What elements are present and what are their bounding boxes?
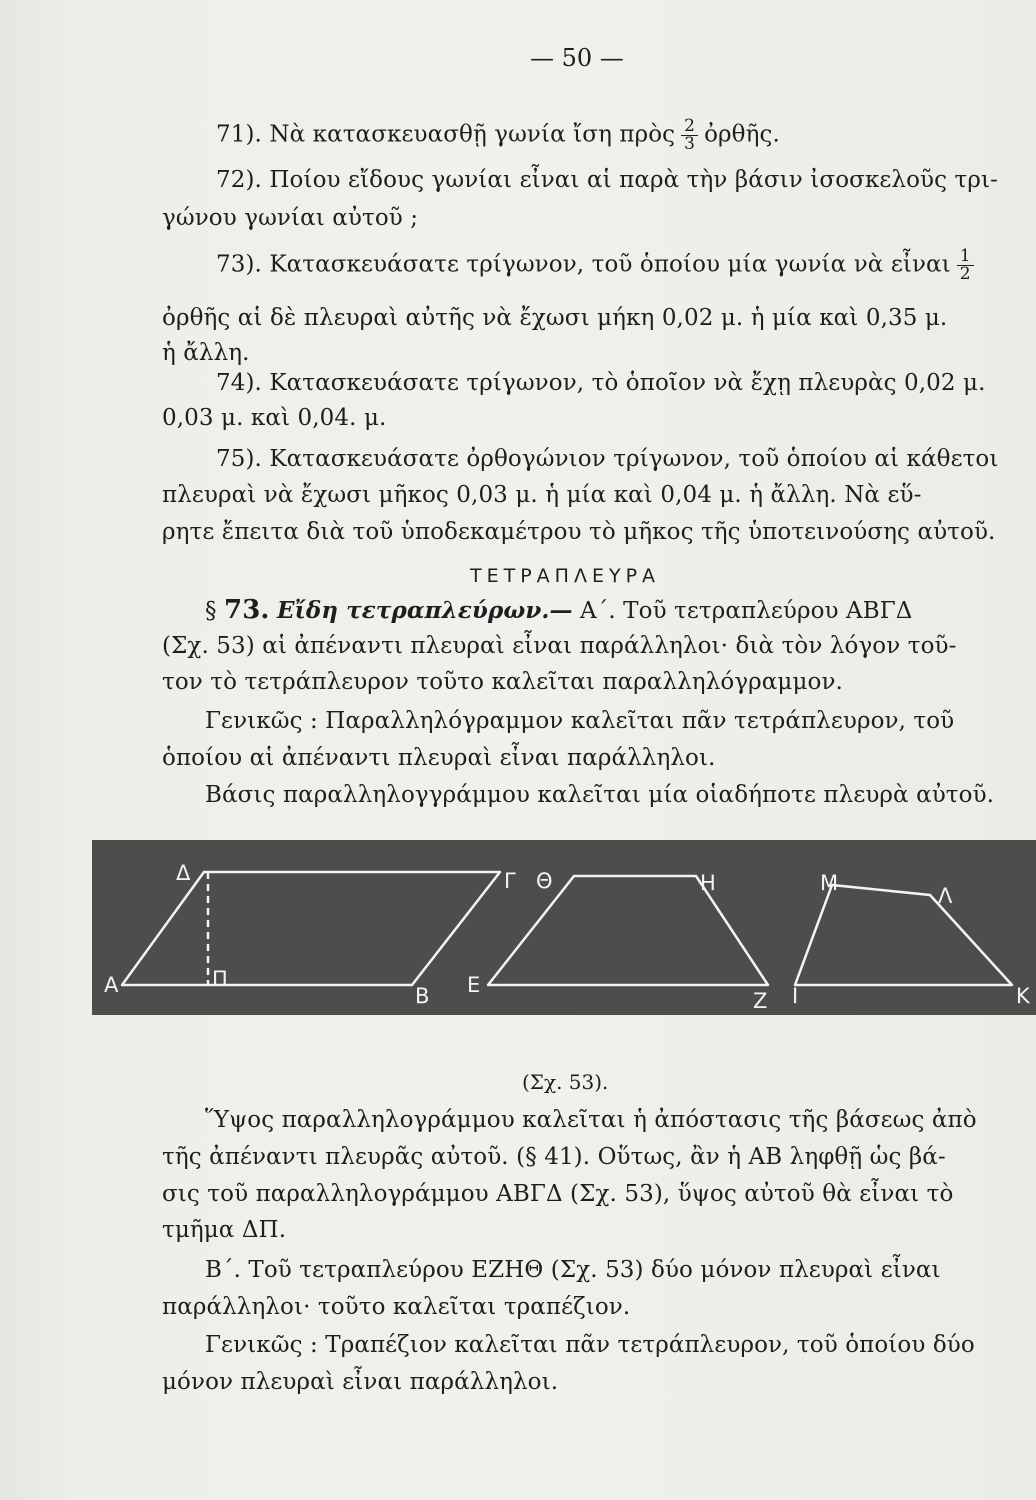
after-figure-line-3: σις τοῦ παραλληλογράμμου ΑΒΓΔ (Σχ. 53), ὕψος αὐτοῦ θὰ εἶναι τὸ (162, 1181, 954, 1207)
label-kappa: Κ (1016, 984, 1030, 1008)
exercise-74-line-1: 74). Κατασκευάσατε τρίγωνον, τὸ ὁποῖον νὰ ἔχῃ πλευρὰς 0,02 μ. (216, 370, 986, 396)
after-figure-line-1: Ὕψος παραλληλογράμμου καλεῖται ἡ ἀπόστασις τῆς βάσεως ἀπὸ (205, 1107, 977, 1133)
exercise-72-line-1: 72). Ποίου εἴδους γωνίαι εἶναι αἱ παρὰ τὴν βάσιν ἰσοσκελοῦς τρι- (216, 167, 998, 193)
label-pi: Π (212, 967, 228, 991)
fraction-numerator: 1 (959, 246, 971, 266)
after-figure-line-4: τμῆμα ΔΠ. (162, 1217, 287, 1243)
section-first-line-text: Α΄. Τοῦ τετραπλεύρου ΑΒΓΔ (580, 598, 913, 624)
figure-caption: (Σχ. 53). (522, 1070, 609, 1094)
section-line-2: τον τὸ τετράπλευρον τοῦτο καλεῖται παραλληλόγραμμον. (162, 669, 843, 695)
section-title: Εἴδη τετραπλεύρων.— (277, 597, 573, 624)
after-figure-line-8: μόνον πλευραὶ εἶναι παράλληλοι. (162, 1369, 559, 1395)
fraction-denominator: 2 (957, 265, 974, 283)
page-number: — 50 — (530, 44, 624, 72)
after-figure-line-6: παράλληλοι· τοῦτο καλεῖται τραπέζιον. (162, 1294, 631, 1320)
exercise-74-line-2: 0,03 μ. καὶ 0,04. μ. (162, 405, 387, 431)
parallelogram-ABGD (122, 872, 500, 985)
section-number: 73. (224, 595, 270, 625)
section-line-5: Βάσις παραλληλογγράμμου καλεῖται μία οἱαδήποτε πλευρὰ αὐτοῦ. (205, 782, 995, 808)
label-lambda: Λ (938, 884, 953, 908)
exercise-71-tail: ὀρθῆς. (704, 121, 780, 148)
exercise-73-line-3: ἡ ἄλλη. (162, 340, 250, 366)
label-mu: Μ (820, 871, 839, 895)
exercise-75-line-2: πλευραὶ νὰ ἔχωσι μῆκος 0,03 μ. ἡ μία καὶ 0,04 μ. ἡ ἄλλη. Νὰ εὕ- (162, 482, 922, 508)
fraction-one-half (957, 248, 974, 283)
fraction-two-thirds (681, 118, 698, 153)
label-beta: Β (415, 984, 430, 1008)
after-figure-line-2: τῆς ἀπέναντι πλευρᾶς αὐτοῦ. (§ 41). Οὕτως, ἂν ἡ ΑΒ ληφθῇ ὡς βά- (162, 1144, 946, 1170)
label-alpha: Α (104, 973, 119, 997)
quadrilaterals-diagram (92, 840, 1036, 1015)
section-73-first-line (205, 595, 913, 626)
exercise-73-line-2: ὀρθῆς αἱ δὲ πλευραὶ αὐτῆς νὰ ἔχωσι μήκη 0,02 μ. ἡ μία καὶ 0,35 μ. (162, 305, 948, 331)
exercise-75-line-1: 75). Κατασκευάσατε ὀρθογώνιον τρίγωνον, τοῦ ὁποίου αἱ κάθετοι (216, 446, 999, 472)
label-theta: Θ (536, 869, 553, 893)
figure-53 (92, 840, 1036, 1015)
fraction-numerator: 2 (684, 116, 696, 136)
exercise-73-text: 73). Κατασκευάσατε τρίγωνον, τοῦ ὁποίου μία γωνία νὰ εἶναι (216, 251, 951, 278)
label-eta: Η (700, 871, 716, 895)
fraction-denominator: 3 (681, 135, 698, 153)
trapezoid-EZHTH (488, 876, 768, 985)
after-figure-line-5: Β΄. Τοῦ τετραπλεύρου ΕΖΗΘ (Σχ. 53) δύο μόνον πλευραὶ εἶναι (205, 1257, 941, 1283)
label-delta: Δ (176, 861, 191, 885)
after-figure-line-7: Γενικῶς : Τραπέζιον καλεῖται πᾶν τετράπλευρον, τοῦ ὁποίου δύο (205, 1332, 975, 1358)
exercise-73-line-1 (216, 248, 980, 283)
exercise-71 (216, 118, 780, 153)
chapter-heading: ΤΕΤΡΑΠΛΕΥΡΑ (470, 565, 661, 587)
label-gamma: Γ (504, 869, 516, 893)
section-line-4: ὁποίου αἱ ἀπέναντι πλευραὶ εἶναι παράλληλοι. (162, 745, 716, 771)
label-epsilon: Ε (467, 973, 481, 997)
label-zeta: Ζ (753, 989, 768, 1013)
exercise-71-text: 71). Νὰ κατασκευασθῇ γωνία ἴση πρὸς (216, 121, 676, 148)
section-line-1: (Σχ. 53) αἱ ἀπέναντι πλευραὶ εἶναι παράλληλοι· διὰ τὸν λόγον τοῦ- (162, 633, 957, 659)
exercise-75-line-3: ρητε ἔπειτα διὰ τοῦ ὑποδεκαμέτρου τὸ μῆκος τῆς ὑποτεινούσης αὐτοῦ. (162, 519, 996, 545)
section-mark: § (205, 598, 217, 624)
exercise-72-line-2: γώνου γωνίαι αὐτοῦ ; (162, 205, 419, 231)
section-line-3: Γενικῶς : Παραλληλόγραμμον καλεῖται πᾶν τετράπλευρον, τοῦ (205, 708, 955, 734)
quadrilateral-MLIK (795, 885, 1012, 985)
label-iota: Ι (792, 984, 799, 1008)
